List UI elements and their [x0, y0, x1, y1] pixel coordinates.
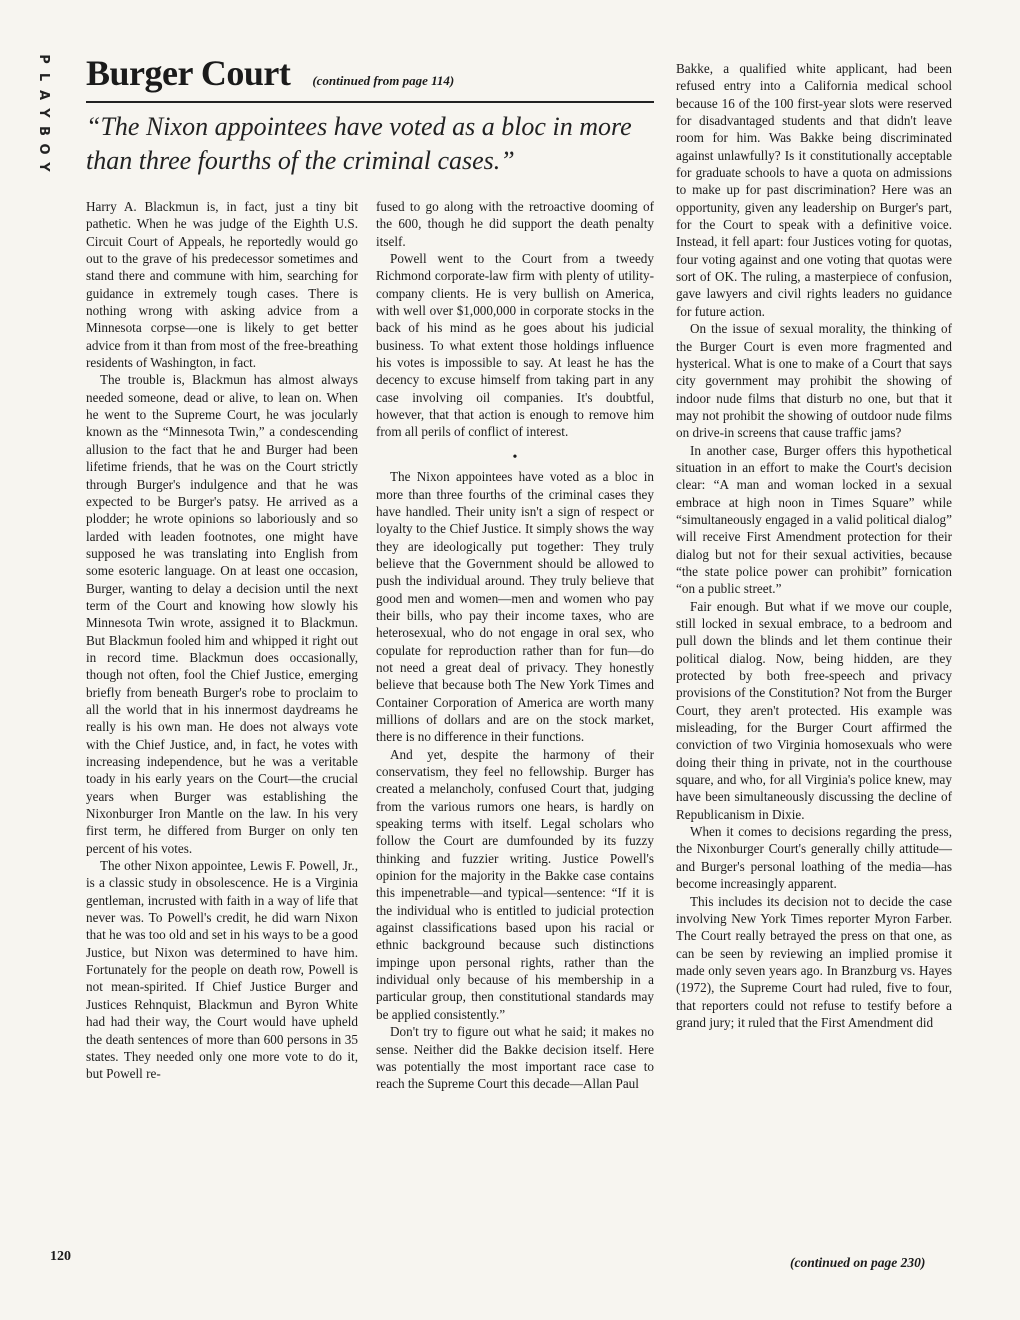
paragraph: The Nixon appointees have voted as a bloc in more than three fourths of the criminal cases they have handled. Their unity isn't a sign of respect or loyalty to the Chief Justice. It simply shows the way they are ideologically put together: They truly believe that the Government should be allowed to push the individual around. They truly believe that good men and women—men and women who pay their bills, who pay their income taxes, who are heterosexual, who do not engage in oral sex, who copulate for reproduction rather than for fun—do not need a great deal of privacy. They honestly believe that because both The New York Times and Container Corporation of America are worth many millions of dollars and are on the stock market, there is no difference in their functions.	[376, 469, 654, 745]
paragraph: When it comes to decisions regarding the press, the Nixonburger Court's generally chilly attitude—and Burger's personal loathing of the media—has become increasingly apparent.	[676, 824, 952, 892]
paragraph: In another case, Burger offers this hypothetical situation in an effort to make the Court's decision clear: “A man and woman locked in a sexual embrace at high noon in Times Square” while “simultaneously engaged in a valid political dialog” will receive First Amendment protection for their dialog but not for their sexual activities, because “the state police power can prohibit” fornication “on a public street.”	[676, 442, 952, 597]
continued-on-note: (continued on page 230)	[790, 1255, 926, 1270]
paragraph: And yet, despite the harmony of their conservatism, they feel no fellowship. Burger has created a melancholy, confused Court that, judging from the various rumors one hears, is hardly on speaking terms with itself. Legal scholars who follow the Court are dumfounded by its fuzzy thinking and fuzzier writing. Justice Powell's opinion for the majority in the Bakke case contains this impenetrable—and typical—sentence: “If it is the individual who is entitled to judicial protection against classifications based upon his racial or ethnic background because such distinctions impinge upon personal rights, rather than the individual only because of his membership in a particular group, then constitutional standards may be applied consistently.”	[376, 746, 654, 1022]
paragraph: On the issue of sexual morality, the thinking of the Burger Court is even more fragmented and hysterical. What is one to make of a Court that says city government may prohibit the showing of indoor nude films that disturb no one, but that it may not prohibit the showing of outdoor nude films on drive-in screens that cause traffic jams?	[676, 321, 952, 441]
masthead-letter: A	[36, 89, 51, 101]
column-2	[376, 198, 654, 1093]
paragraph: This includes its decision not to decide the case involving New York Times reporter Myron Farber. The Court really betrayed the press on that one, as can be seen by reviewing an implied promise it made only seven years ago. In Branzburg vs. Hayes (1972), the Supreme Court had ruled, five to four, that reporters could not refuse to testify before a grand jury; it ruled that the First Amendment did	[676, 893, 952, 1030]
section-separator: •	[512, 449, 518, 465]
paragraph: Fair enough. But what if we move our couple, still locked in sexual embrace, to a bedroom and pull down the blinds and let them continue their political dialog. Now, being hidden, are they protected by both free-speech and privacy provisions of the Constitution? Not from the Burger Court, they aren't protected. His example was misleading, for the Burger Court affirmed the conviction of two Virginia homosexuals who were doing their thing in private, not in the courthouse square, and who, for all Virginia's police knew, may have been simultaneously discussing the decline of Republicanism in Dixie.	[676, 598, 952, 822]
masthead-letter: O	[36, 143, 51, 155]
masthead-letter: B	[36, 126, 51, 136]
masthead-letter: Y	[36, 162, 51, 172]
pull-quote: “The Nixon appointees have voted as a bloc in more than three fourths of the criminal cases.”	[86, 112, 632, 175]
masthead-letter: L	[36, 72, 51, 82]
column-3	[676, 60, 952, 1031]
continued-from-note: (continued from page 114)	[312, 73, 455, 88]
paragraph: The trouble is, Blackmun has almost always needed someone, dead or alive, to lean on. When he went to the Supreme Court, he was jocularly known as the “Minnesota Twin,” a condescending allusion to the fact that he and Burger had been lifetime friends, that he was on the Court strictly through Burger's indulgence and that he was expected to be Burger's patsy. He arrived as a plodder; he wrote opinions so laboriously and so larded with leaden footnotes, one might have supposed he was translating into English from some esoteric language. On at least one occasion, Burger, wanting to delay a decision until the next term of the Court and knowing how slowly his Minnesota Twin wrote, assigned it to Blackmun. But Blackmun fooled him and whipped it right out in record time. Blackmun does occasionally, though not often, fool the Chief Justice, emerging briefly from beneath Burger's robe to proclaim to all the world that in his innermost daydreams he really is his own man. He does not always vote with the Chief Justice, and, in fact, he votes with increasing independence, but he was a veritable toady in his early years on the Court—the crucial years when Burger was establishing the Nixonburger Iron Mantle on the law. In his very first term, he differed from Burger on only ten percent of his votes.	[86, 372, 358, 856]
page-title: Burger Court	[86, 53, 291, 93]
paragraph: Powell went to the Court from a tweedy Richmond corporate-law firm with plenty of utility-company clients. He is very bullish on America, with well over $1,000,000 in corporate stocks in the back of his mind as he goes about his judicial business. To what extent those holdings influence his votes is impossible to say. At least he has the decency to excuse himself from taking part in any case involving oil companies. It's doubtful, however, that that action is enough to remove him from all perils of conflict of interest.	[376, 251, 654, 440]
paragraph: Harry A. Blackmun is, in fact, just a tiny bit pathetic. When he was judge of the Eighth U.S. Circuit Court of Appeals, he reportedly would go out to the grave of his predecessor sometimes and stand there and commune with him, searching for guidance in extremely tough cases. There is nothing wrong with asking advice from a Minnesota corpse—one is likely to get better advice from it than from most of the free-breathing residents of Washington, in fact.	[86, 199, 358, 371]
paragraph: Don't try to figure out what he said; it makes no sense. Neither did the Bakke decision itself. Here was potentially the most important race case to reach the Supreme Court this decade—Allan Paul	[376, 1024, 654, 1092]
header	[86, 52, 646, 94]
paragraph: Bakke, a qualified white applicant, had been refused entry into a California medical school because 16 of the 100 first-year slots were reserved for disadvantaged students and that didn't leave room for him. Was Bakke being discriminated against unlawfully? Is it constitutionally acceptable for graduate schools to have a quota on admissions to make up for past discrimination? Here was an opportunity, given any leadership on Burger's part, for the Court to speak with a definitive voice. Instead, it fell apart: four Justices voting for quotas, four voting against and one voting that quotas were sort of OK. The ruling, a masterpiece of confusion, gave lawyers and civil rights leaders no guidance for future action.	[676, 61, 952, 319]
title-rule	[86, 101, 654, 103]
column-1	[86, 198, 358, 1083]
paragraph: The other Nixon appointee, Lewis F. Powell, Jr., is a classic study in obsolescence. He is a Virginia gentleman, incrusted with faith in a way of life that never was. To Powell's credit, he did warn Nixon that he was too old and set in his ways to be a good Justice, but Nixon was determined to have him. Fortunately for the people on death row, Powell is not mean-spirited. If Chief Justice Burger and Justices Rehnquist, Blackmun and Byron White had had their way, the Court would have upheld the death sentences of more than 600 persons in 35 states. They needed only one more vote to do it, but Powell re-	[86, 858, 358, 1082]
masthead-letter: P	[36, 54, 51, 64]
paragraph: fused to go along with the retroactive dooming of the 600, though he did support the death penalty itself.	[376, 199, 654, 249]
masthead	[34, 50, 52, 176]
masthead-letter: Y	[36, 108, 51, 118]
page-number: 120	[50, 1249, 71, 1264]
